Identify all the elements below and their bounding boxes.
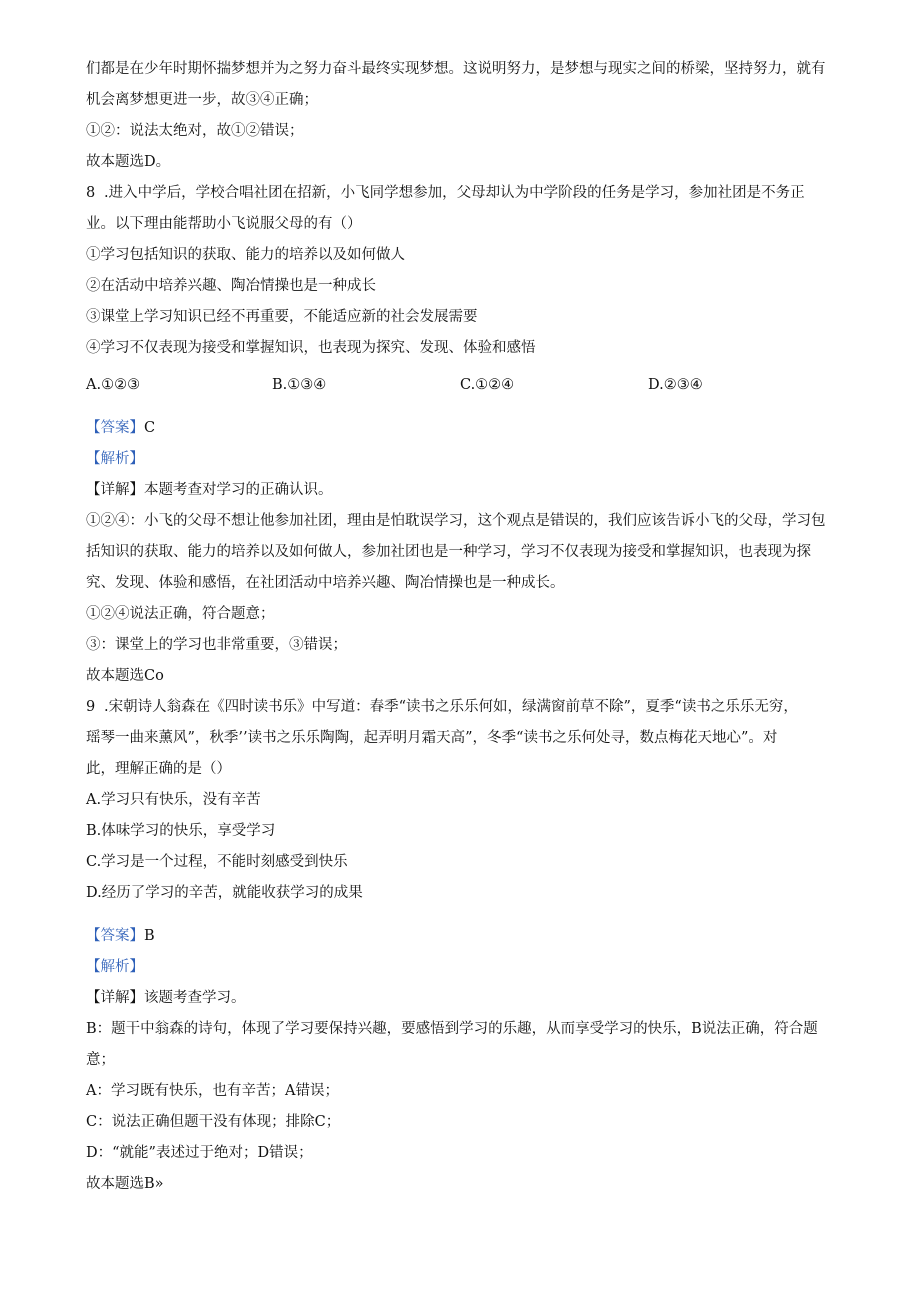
q9-stem-line-1: 9 .宋朝诗人翁森在《四时读书乐》中写道：春季“读书之乐乐何如，绿满窗前草不除”，夏季“读书之乐乐无穷， xyxy=(86,692,840,723)
q8-conclusion: 故本题选Co xyxy=(86,668,164,684)
q9-detail: 【详解】该题考查学习。 xyxy=(86,990,246,1006)
q7-line-3: ①②：说法太绝对，故①②错误； xyxy=(86,123,304,139)
q8-option-c: C.①②④ xyxy=(460,377,515,393)
q8-item-1: ①学习包括知识的获取、能力的培养以及如何做人 xyxy=(86,247,405,263)
q8-explain-5: ③：课堂上的学习也非常重要，③错误； xyxy=(86,637,347,653)
q9-conclusion: 故本题选B» xyxy=(86,1176,164,1192)
q9-explain-2: 意； xyxy=(86,1052,115,1068)
q9-option-c: C.学习是一个过程，不能时刻感受到快乐 xyxy=(86,854,348,870)
q9-number: 9 xyxy=(86,699,96,715)
q9-explain-3: A：学习既有快乐，也有辛苦；A错误； xyxy=(86,1083,339,1099)
q7-line-1: 们都是在少年时期怀揣梦想并为之努力奋斗最终实现梦想。这说明努力，是梦想与现实之间的桥梁，坚持努力，就有 xyxy=(86,61,826,77)
q9-option-b: B.体味学习的快乐，享受学习 xyxy=(86,823,276,839)
analysis-tag: 【解析】 xyxy=(86,959,144,975)
q8-option-b: B.①③④ xyxy=(272,377,327,393)
q8-explain-1: ①②④：小飞的父母不想让他参加社团，理由是怕耽误学习，这个观点是错误的，我们应该告诉小飞的父母，学习包 xyxy=(86,513,826,529)
q9-answer xyxy=(86,921,840,952)
q8-explain-3: 究、发现、体验和感悟，在社团活动中培养兴趣、陶冶情操也是一种成长。 xyxy=(86,575,565,591)
q9-analysis xyxy=(86,952,840,983)
analysis-tag: 【解析】 xyxy=(86,451,144,467)
q8-explain-2: 括知识的获取、能力的培养以及如何做人，参加社团也是一种学习，学习不仅表现为接受和掌握知识，也表现为探 xyxy=(86,544,811,560)
q9-stem-line-3: 此，理解正确的是（） xyxy=(86,761,231,777)
q8-option-d: D.②③④ xyxy=(648,377,703,393)
q9-option-a: A.学习只有快乐，没有辛苦 xyxy=(86,792,261,808)
detail-tag: 【详解】 xyxy=(86,482,144,498)
answer-value: B xyxy=(144,928,155,944)
q9-option-d: D.经历了学习的辛苦，就能收获学习的成果 xyxy=(86,885,363,901)
q9-explain-1: B：题干中翁森的诗句，体现了学习要保持兴趣，要感悟到学习的乐趣，从而享受学习的快乐，B说法正确，符合题 xyxy=(86,1021,818,1037)
answer-tag: 【答案】 xyxy=(86,928,144,944)
q9-explain-4: C：说法正确但题干没有体现；排除C； xyxy=(86,1114,341,1130)
q8-answer xyxy=(86,413,840,444)
answer-value: C xyxy=(144,420,156,436)
q8-item-3: ③课堂上学习知识已经不再重要，不能适应新的社会发展需要 xyxy=(86,309,478,325)
q8-options xyxy=(86,370,840,401)
answer-tag: 【答案】 xyxy=(86,420,144,436)
q8-item-4: ④学习不仅表现为接受和掌握知识，也表现为探究、发现、体验和感悟 xyxy=(86,340,536,356)
q8-stem-line-2: 业。以下理由能帮助小飞说服父母的有（） xyxy=(86,216,362,232)
q8-option-a: A.①②③ xyxy=(86,377,141,393)
q7-conclusion: 故本题选D。 xyxy=(86,154,171,170)
q9-stem-line-2: 瑶琴一曲来薰风”，秋季’’读书之乐乐陶陶，起弄明月霜天高”，冬季“读书之乐何处寻，数点梅花天地心”。对 xyxy=(86,730,778,746)
q8-analysis xyxy=(86,444,840,475)
q9-explain-5: D：“就能”表述过于绝对；D错误； xyxy=(86,1145,313,1161)
q8-explain-4: ①②④说法正确，符合题意； xyxy=(86,606,275,622)
q8-item-2: ②在活动中培养兴趣、陶冶情操也是一种成长 xyxy=(86,278,376,294)
q8-number: 8 xyxy=(86,185,96,201)
q8-detail: 【详解】本题考查对学习的正确认识。 xyxy=(86,482,333,498)
detail-tag: 【详解】 xyxy=(86,990,144,1006)
q8-stem-line-1: 8 .进入中学后，学校合唱社团在招新，小飞同学想参加，父母却认为中学阶段的任务是学习，参加社团是不务正 xyxy=(86,178,840,209)
q7-line-2: 机会离梦想更进一步，故③④正确； xyxy=(86,92,318,108)
